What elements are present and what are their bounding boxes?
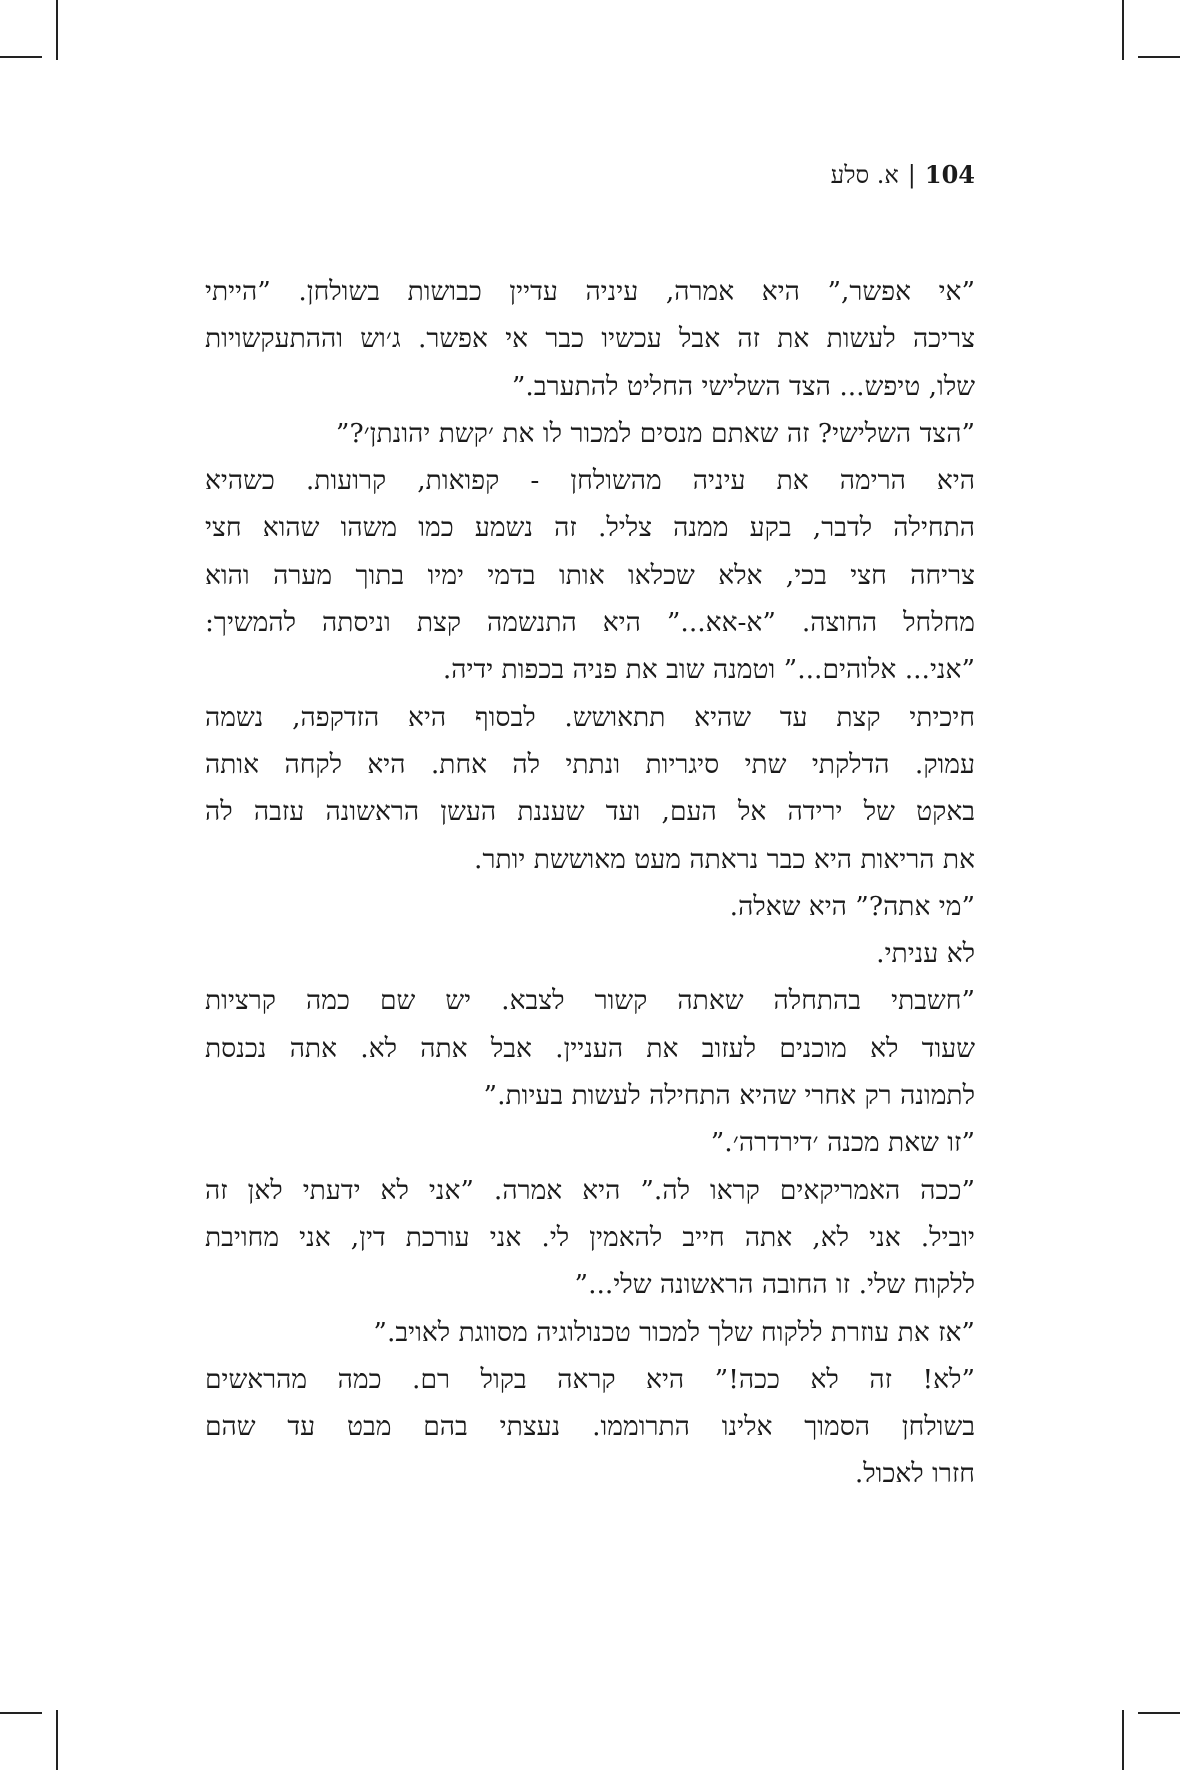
crop-mark (1138, 56, 1180, 58)
running-head (831, 160, 975, 190)
text-line: ”אני... אלוהים...” וטמנה שוב את פניה בכפות ידיה. (442, 654, 975, 686)
text-line: ”לא! זה לא ככה!” היא קראה בקול רם. כמה מהראשים (205, 1363, 975, 1395)
text-line: התחילה לדבר, בקע ממנה צליל. זה נשמע כמו משהו שהוא חצי (205, 512, 975, 544)
text-line: ”אי אפשר,” היא אמרה, עיניה עדיין כבושות בשולחן. ”הייתי (205, 276, 975, 307)
text-line: ”מי אתה?” היא שאלה. (729, 890, 975, 922)
text-line: צריחה חצי בכי, אלא שכלאו אותו בדמי ימיו בתוך מערה והוא (205, 559, 975, 591)
text-line: ”זו שאת מכנה ׳דירדרה׳.” (710, 1127, 975, 1159)
text-line: את הריאות היא כבר נראתה מעט מאוששת יותר. (474, 843, 975, 875)
text-line: חיכיתי קצת עד שהיא תתאושש. לבסוף היא הזדקפה, נשמה (205, 701, 975, 733)
text-line: ”אז את עוזרת ללקוח שלך למכור טכנולוגיה מסווגת לאויב.” (373, 1316, 975, 1348)
header-separator: | (907, 161, 916, 189)
text-line: יוביל. אני לא, אתה חייב להאמין לי. אני עורכת דין, אני מחויבת (205, 1221, 975, 1253)
text-line: שלו, טיפש... הצד השלישי החליט להתערב.” (511, 370, 975, 402)
text-line: חזרו לאכול. (854, 1458, 975, 1490)
text-line: מחלחל החוצה. ”א-אא...” היא התנשמה קצת וניסתה להמשיך: (205, 607, 975, 639)
text-line: לתמונה רק אחרי שהיא התחילה לעשות בעיות.” (483, 1080, 975, 1112)
text-line: ”חשבתי בהתחלה שאתה קשור לצבא. יש שם כמה קרציות (205, 985, 975, 1017)
page-number: 104 (924, 160, 975, 189)
text-line: שעוד לא מוכנים לעזוב את העניין. אבל אתה לא. אתה נכנסת (205, 1032, 975, 1064)
text-line: באקט של ירידה אל העם, ועד שעננת העשן הראשונה עזבה לה (205, 796, 975, 828)
crop-mark (0, 1712, 42, 1714)
text-line: ”הצד השלישי? זה שאתם מנסים למכור לו את ׳קשת יהונתן׳?” (335, 417, 975, 449)
crop-mark (56, 1710, 58, 1770)
crop-mark (1122, 1710, 1124, 1770)
text-line: עמוק. הדלקתי שתי סיגריות ונתתי לה אחת. היא לקחה אותה (205, 748, 975, 780)
text-line: בשולחן הסמוך אלינו התרוממו. נעצתי בהם מבט עד שהם (205, 1411, 975, 1443)
body-text (205, 268, 975, 1498)
text-line: ”ככה האמריקאים קראו לה.” היא אמרה. ”אני לא ידעתי לאן זה (205, 1174, 975, 1206)
text-line: לא עניתי. (876, 938, 975, 970)
author-name: א. סלע (830, 161, 899, 189)
text-line: היא הרימה את עיניה מהשולחן - קפואות, קרועות. כשהיא (205, 465, 975, 497)
crop-mark (0, 56, 42, 58)
crop-mark (1138, 1712, 1180, 1714)
text-line: ללקוח שלי. זו החובה הראשונה שלי...” (574, 1269, 975, 1301)
crop-mark (56, 0, 58, 60)
text-line: צריכה לעשות את זה אבל עכשיו כבר אי אפשר. ג׳וש וההתעקשויות (205, 323, 975, 355)
crop-mark (1122, 0, 1124, 60)
